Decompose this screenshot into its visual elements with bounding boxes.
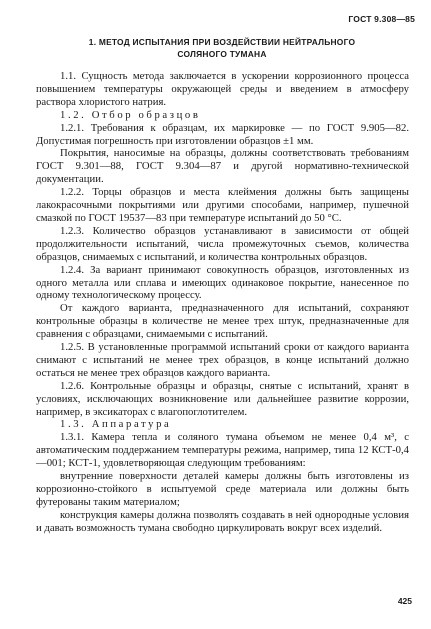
page-number: 425 bbox=[397, 596, 412, 606]
subsection-heading-1-2: 1.2. Отбор образцов bbox=[60, 108, 201, 121]
paragraph-1-2-3: 1.2.3. Количество образцов устанавливают в зависимости от общей продолжительности испытаний, числа промежуточных съемов, количества образцов, снимаемых с испытаний, и количества контрольных образцов. bbox=[36, 224, 409, 263]
paragraph-1-2-4: 1.2.4. За вариант принимают совокупность образцов, изготовленных из одного металла или сплава и имеющих одинаковое покрытие, нанесенное по одному технологическому процессу. bbox=[36, 263, 409, 302]
paragraph-1-3-1-surfaces: внутренние поверхности деталей камеры должны быть изготовлены из коррозионно-стойкого в испытуемой среде материала или должны быть футерованы таким материалом; bbox=[36, 470, 409, 508]
paragraph-1-1: 1.1. Сущность метода заключается в ускорении коррозионного процесса повышением температуры окружающей среды и введением в атмосферу раствора хлористого натрия. bbox=[36, 70, 409, 108]
paragraph-1-2-6: 1.2.6. Контрольные образцы и образцы, снятые с испытаний, хранят в условиях, исключающих возникновение или дальнейшее развитие коррозии, например, в эксикаторах с влагопоглотителем. bbox=[36, 379, 409, 418]
paragraph-1-2-1-coatings: Покрытия, наносимые на образцы, должны соответствовать требованиям ГОСТ 9.301—88, ГОСТ 9.304—87 и другой нормативно-технической документации. bbox=[36, 147, 409, 186]
paragraph-1-2-1: 1.2.1. Требования к образцам, их маркировке — по ГОСТ 9.905—82. Допустимая погрешность при изготовлении образцов ±1 мм. bbox=[36, 121, 409, 147]
section-title-line-2: СОЛЯНОГО ТУМАНА bbox=[177, 48, 267, 59]
paragraph-1-2-2: 1.2.2. Торцы образцов и места клеймения должны быть защищены лакокрасочными покрытиями или другими способами, например, пушечной смазкой по ГОСТ 19537—83 при температуре испытаний до 50 °С. bbox=[36, 186, 409, 224]
subsection-heading-1-3: 1.3. Аппаратура bbox=[60, 418, 172, 431]
section-title-line-1: 1. МЕТОД ИСПЫТАНИЯ ПРИ ВОЗДЕЙСТВИИ НЕЙТРАЛЬНОГО bbox=[88, 37, 356, 47]
paragraph-1-3-1-design: конструкция камеры должна позволять создавать в ней однородные условия и давать возможность тумана свободно циркулировать вокруг всех изделий. bbox=[36, 508, 409, 534]
standard-code: ГОСТ 9.308—85 bbox=[348, 14, 415, 24]
document-body bbox=[36, 70, 409, 535]
paragraph-1-2-5: 1.2.5. В установленные программой испытаний сроки от каждого варианта снимают с испытаний не менее трех образцов, в конце испытаний должно остаться не менее трех образцов каждого варианта. bbox=[36, 341, 409, 379]
section-title bbox=[36, 37, 408, 60]
paragraph-1-3-1: 1.3.1. Камера тепла и соляного тумана объемом не менее 0,4 м³, с автоматическим поддержанием температуры режима, например, типа 12 КСТ-0,4—001; КСТ-1, удовлетворяющая следующим требованиям: bbox=[36, 431, 409, 470]
paragraph-1-2-4-control: От каждого варианта, предназначенного для испытаний, сохраняют контрольные образцы в количестве не менее трех штук, предназначенные для сравнения с образцами, снимаемыми с испытаний. bbox=[36, 302, 409, 341]
